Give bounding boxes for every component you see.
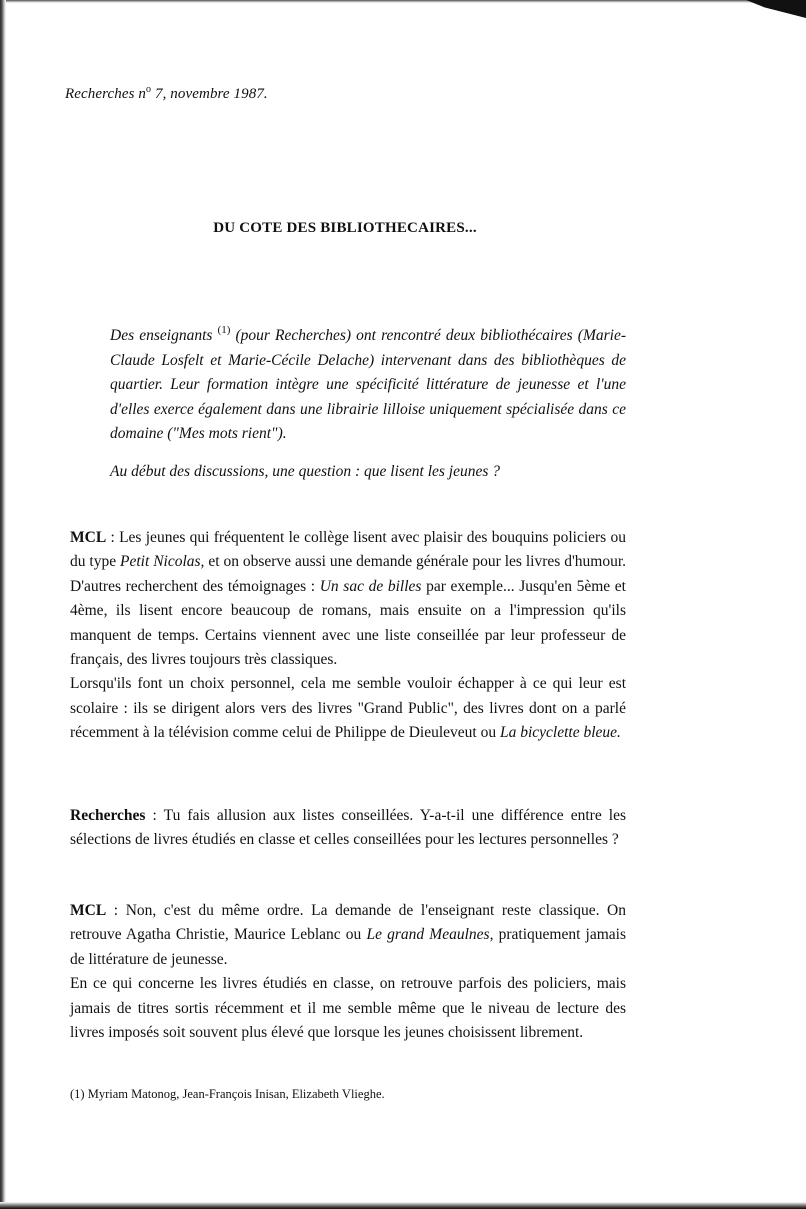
text-segment: pratiquement jamais de littérature de jeunesse. bbox=[70, 926, 626, 968]
page-edge-top bbox=[0, 0, 806, 3]
exchange-3-paragraph-1 bbox=[70, 899, 626, 972]
text-segment: et on observe aussi une demande générale pour les livres d'humour. D'autres recherchent des témoignages : bbox=[70, 553, 627, 595]
exchange-1-paragraph-1 bbox=[70, 526, 626, 672]
footnote: (1) Myriam Matonog, Jean-François Inisan, Elizabeth Vlieghe. bbox=[70, 1087, 385, 1101]
exchange-2 bbox=[70, 804, 626, 853]
article-title: DU COTE DES BIBLIOTHECAIRES... bbox=[213, 220, 477, 236]
scan-corner-mark bbox=[746, 0, 806, 18]
text-segment: Tu fais allusion aux listes conseillées. Y-a-t-il une différence entre les sélections de livres étudiés en classe et celles conseillées pour les lectures personnelles ? bbox=[70, 807, 626, 849]
page-edge-left bbox=[0, 0, 6, 1209]
book-title: Petit Nicolas, bbox=[120, 553, 205, 571]
header-journal: Recherches n bbox=[65, 86, 147, 102]
intro-part1: Des enseignants bbox=[110, 327, 218, 344]
speaker-sep: : bbox=[145, 807, 164, 824]
header-superscript: o bbox=[146, 84, 152, 95]
text-segment: Lorsqu'ils font un choix personnel, cela me semble vouloir échapper à ce qui leur est scolaire : ils se dirigent alors vers des livres "Grand Public", des livres dont on a parlé récemment à la télévision comme celui de Philippe de Dieuleveut ou bbox=[70, 675, 626, 742]
speaker-label: MCL bbox=[70, 902, 107, 919]
running-header bbox=[65, 84, 268, 103]
speaker-label: MCL bbox=[70, 529, 107, 546]
intro-question: Au début des discussions, une question : que lisent les jeunes ? bbox=[110, 463, 501, 480]
page-edge-bottom bbox=[0, 1202, 806, 1209]
exchange-3-paragraph-2: En ce qui concerne les livres étudiés en classe, on retrouve parfois des policiers, mais jamais de titres sortis récemment et il me semble même que le niveau de lecture des livres imposés soit souvent plus élevé que lorsque les jeunes choisissent librement. bbox=[70, 975, 626, 1042]
text-segment: par exemple... Jusqu'en 5ème et 4ème, ils lisent encore beaucoup de romans, mais ensuite on a l'impression qu'ils manquent de temps. Certains viennent avec une liste conseillée par leur professeur de français, des livres toujours très classiques. bbox=[70, 577, 626, 669]
exchange-3 bbox=[70, 899, 626, 1045]
speaker-sep: : bbox=[106, 902, 126, 919]
intro-paragraph bbox=[110, 318, 626, 447]
footnote-ref: (1) bbox=[217, 324, 231, 336]
book-title: Le grand Meaulnes, bbox=[366, 926, 494, 944]
book-title: La bicyclette bleue. bbox=[499, 724, 621, 742]
text-segment: Les jeunes qui fréquentent le collège lisent avec plaisir des bouquins policiers ou du type bbox=[70, 529, 626, 571]
book-title: Un sac de billes bbox=[319, 577, 422, 595]
text-segment: Non, c'est du même ordre. La demande de l'enseignant reste classique. On retrouve Agatha Christie, Maurice Leblanc ou bbox=[70, 902, 627, 944]
header-issue: 7, novembre 1987. bbox=[151, 86, 268, 102]
exchange-1-paragraph-2 bbox=[70, 672, 626, 745]
speaker-sep: : bbox=[106, 529, 120, 546]
exchange-1 bbox=[70, 526, 626, 746]
speaker-label: Recherches bbox=[70, 807, 146, 824]
intro-part2: (pour Recherches) ont rencontré deux bibliothécaires (Marie-Claude Losfelt et Marie-Cécile Delache) intervenant dans des bibliothèques de quartier. Leur formation intègre une spécificité littérature de jeunesse et l'une d'elles exerce également dans une librairie lilloise uniquement spécialisée dans ce domaine ("Mes mots rient"). bbox=[110, 327, 626, 443]
exchange-2-paragraph bbox=[70, 804, 626, 853]
